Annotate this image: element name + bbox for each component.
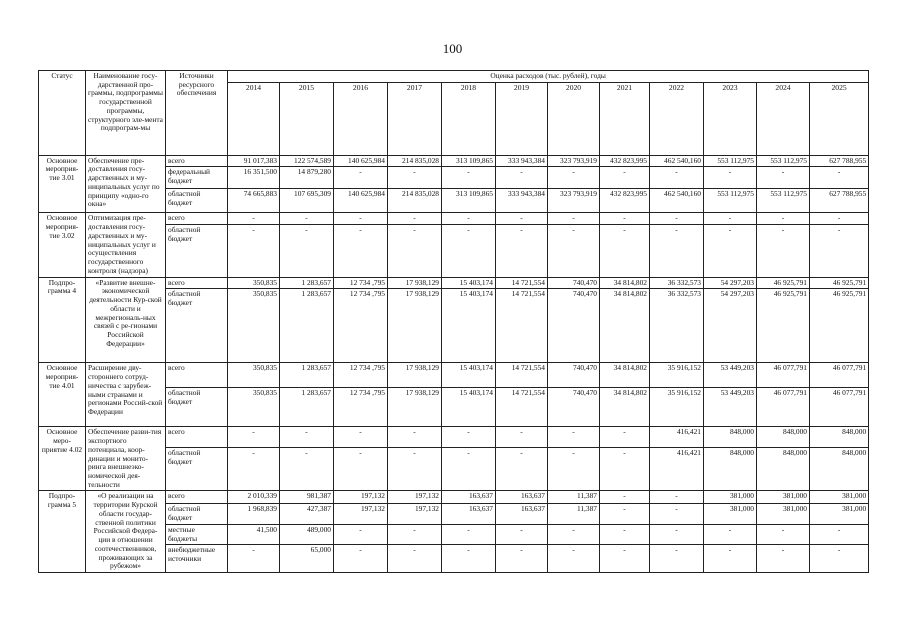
value-cell-2022: - <box>650 504 704 524</box>
value-cell-2019: - <box>496 545 548 573</box>
year-header-2025: 2025 <box>810 82 869 155</box>
value-cell-2023: 381,000 <box>704 491 757 504</box>
value-cell-2018: 313 109,865 <box>442 155 496 167</box>
value-cell-2019: 14 721,554 <box>496 363 548 388</box>
value-cell-2021: - <box>600 524 650 544</box>
table-row <box>39 491 869 504</box>
value-cell-2014: 91 017,383 <box>228 155 280 167</box>
value-cell-2016: 197,132 <box>334 504 388 524</box>
value-cell-2021: 432 823,995 <box>600 189 650 213</box>
value-cell-2023: 54 297,203 <box>704 277 757 289</box>
value-cell-2019: - <box>496 225 548 277</box>
value-cell-2023: 53 449,203 <box>704 388 757 427</box>
value-cell-2025: 46 925,791 <box>810 289 869 363</box>
value-cell-2015: 1 283,657 <box>280 289 334 363</box>
header-sources: Источники ресурсного обеспечения <box>166 71 228 156</box>
value-cell-2021: - <box>600 427 650 448</box>
value-cell-2024: 46 925,791 <box>757 277 810 289</box>
value-cell-2019: 333 943,384 <box>496 155 548 167</box>
value-cell-2022: 36 332,573 <box>650 277 704 289</box>
value-cell-2017: 197,132 <box>388 504 442 524</box>
page-number: 100 <box>442 41 463 56</box>
value-cell-2015: 107 695,309 <box>280 189 334 213</box>
value-cell-2020: 740,470 <box>548 277 600 289</box>
value-cell-2018: - <box>442 545 496 573</box>
value-cell-2024: 46 077,791 <box>757 388 810 427</box>
value-cell-2022: 35 916,152 <box>650 363 704 388</box>
year-header-2015: 2015 <box>280 82 334 155</box>
source-cell: областной бюджет <box>166 388 228 427</box>
header-status: Статус <box>39 71 86 156</box>
value-cell-2015: - <box>280 447 334 491</box>
value-cell-2016: - <box>334 213 388 225</box>
year-header-2014: 2014 <box>228 82 280 155</box>
value-cell-2020: - <box>548 225 600 277</box>
value-cell-2023: - <box>704 167 757 189</box>
source-cell: внебюджетные источники <box>166 545 228 573</box>
source-cell: областной бюджет <box>166 447 228 491</box>
program-name-cell: «О реализации на территории Курской области государ-ственной политики Российской Федера-ции в отношении соотечественников, проживающих за рубежом» <box>86 491 166 573</box>
value-cell-2023: 553 112,975 <box>704 189 757 213</box>
value-cell-2020: - <box>548 167 600 189</box>
value-cell-2022: - <box>650 225 704 277</box>
value-cell-2024: 848,000 <box>757 447 810 491</box>
value-cell-2018: 15 403,174 <box>442 363 496 388</box>
value-cell-2025: 381,000 <box>810 491 869 504</box>
value-cell-2020: 11,387 <box>548 491 600 504</box>
value-cell-2017: 214 835,028 <box>388 189 442 213</box>
value-cell-2019: 14 721,554 <box>496 388 548 427</box>
status-cell: Подпро-грамма 5 <box>39 491 86 573</box>
value-cell-2016: 12 734 ,795 <box>334 277 388 289</box>
source-cell: всего <box>166 363 228 388</box>
value-cell-2016: - <box>334 167 388 189</box>
value-cell-2025: 848,000 <box>810 447 869 491</box>
value-cell-2017: 17 938,129 <box>388 289 442 363</box>
value-cell-2025: 627 788,955 <box>810 155 869 167</box>
expense-table <box>38 70 869 573</box>
source-cell: областной бюджет <box>166 225 228 277</box>
value-cell-2022: 35 916,152 <box>650 388 704 427</box>
value-cell-2020: - <box>548 213 600 225</box>
value-cell-2016: - <box>334 225 388 277</box>
program-name-cell: Расширение дву-стороннего сотруд-ничества с зарубеж-ными странами и регионами Россий-ской Федерации <box>86 363 166 427</box>
value-cell-2020: 323 793,919 <box>548 189 600 213</box>
value-cell-2015: - <box>280 225 334 277</box>
source-cell: областной бюджет <box>166 289 228 363</box>
value-cell-2018: - <box>442 213 496 225</box>
year-header-2021: 2021 <box>600 82 650 155</box>
value-cell-2019: 14 721,554 <box>496 277 548 289</box>
value-cell-2014: 16 351,500 <box>228 167 280 189</box>
value-cell-2024: - <box>757 524 810 544</box>
value-cell-2014: 41,500 <box>228 524 280 544</box>
value-cell-2024: 381,000 <box>757 491 810 504</box>
value-cell-2018: 15 403,174 <box>442 289 496 363</box>
value-cell-2020: - <box>548 545 600 573</box>
value-cell-2019: - <box>496 427 548 448</box>
status-cell: Основное мероприя-тие 3.02 <box>39 213 86 277</box>
value-cell-2025: 848,000 <box>810 427 869 448</box>
value-cell-2018: - <box>442 524 496 544</box>
value-cell-2015: 65,000 <box>280 545 334 573</box>
value-cell-2025: 46 925,791 <box>810 277 869 289</box>
value-cell-2022: - <box>650 213 704 225</box>
year-header-2022: 2022 <box>650 82 704 155</box>
value-cell-2014: 350,835 <box>228 277 280 289</box>
value-cell-2017: - <box>388 545 442 573</box>
value-cell-2021: - <box>600 225 650 277</box>
value-cell-2022: - <box>650 545 704 573</box>
value-cell-2019: 14 721,554 <box>496 289 548 363</box>
year-header-2024: 2024 <box>757 82 810 155</box>
value-cell-2017: - <box>388 225 442 277</box>
table-row <box>39 277 869 289</box>
status-cell: Подпро-грамма 4 <box>39 277 86 363</box>
program-name-cell: Оптимизация пре-доставления госу-дарственных и му-ниципальных услуг и осуществления государственного контроля (надзора) <box>86 213 166 277</box>
value-cell-2020: - <box>548 447 600 491</box>
status-cell: Основное мероприя-тие 3.01 <box>39 155 86 213</box>
value-cell-2018: - <box>442 447 496 491</box>
year-header-2017: 2017 <box>388 82 442 155</box>
value-cell-2022: 416,421 <box>650 427 704 448</box>
value-cell-2020: 323 793,919 <box>548 155 600 167</box>
value-cell-2014: 1 968,839 <box>228 504 280 524</box>
value-cell-2016: 140 625,984 <box>334 155 388 167</box>
value-cell-2014: 74 665,883 <box>228 189 280 213</box>
value-cell-2024: 46 925,791 <box>757 289 810 363</box>
program-name-cell: Обеспечение разви-тия экспортного потенциала, коор-динации и монито-ринга внешнеэко-номической дея-тельности <box>86 427 166 491</box>
value-cell-2018: 163,637 <box>442 491 496 504</box>
source-cell: всего <box>166 491 228 504</box>
value-cell-2021: 432 823,995 <box>600 155 650 167</box>
value-cell-2025: 46 077,791 <box>810 363 869 388</box>
value-cell-2018: - <box>442 427 496 448</box>
value-cell-2023: - <box>704 545 757 573</box>
table-row <box>39 363 869 388</box>
value-cell-2021: 34 814,802 <box>600 363 650 388</box>
value-cell-2019: - <box>496 524 548 544</box>
year-header-2020: 2020 <box>548 82 600 155</box>
value-cell-2016: - <box>334 427 388 448</box>
program-name-cell: «Развитие внешне-экономической деятельности Кур-ской области и межрегиональ-ных связей с ре-гионами Российской Федерации» <box>86 277 166 363</box>
table-row <box>39 155 869 167</box>
value-cell-2019: 163,637 <box>496 491 548 504</box>
value-cell-2014: 350,835 <box>228 388 280 427</box>
value-cell-2016: 197,132 <box>334 491 388 504</box>
value-cell-2023: - <box>704 225 757 277</box>
value-cell-2016: 140 625,984 <box>334 189 388 213</box>
year-header-2023: 2023 <box>704 82 757 155</box>
value-cell-2025: 46 077,791 <box>810 388 869 427</box>
value-cell-2014: - <box>228 447 280 491</box>
value-cell-2019: - <box>496 167 548 189</box>
program-name-cell: Обеспечение пре-доставления госу-дарственных и му-ниципальных услуг по принципу «одно-го окна» <box>86 155 166 213</box>
value-cell-2018: 15 403,174 <box>442 277 496 289</box>
value-cell-2025: 627 788,955 <box>810 189 869 213</box>
value-cell-2017: - <box>388 213 442 225</box>
value-cell-2023: 553 112,975 <box>704 155 757 167</box>
value-cell-2018: 15 403,174 <box>442 388 496 427</box>
value-cell-2018: 313 109,865 <box>442 189 496 213</box>
value-cell-2022: 416,421 <box>650 447 704 491</box>
table-row <box>39 427 869 448</box>
value-cell-2021: 34 814,802 <box>600 277 650 289</box>
value-cell-2021: - <box>600 447 650 491</box>
value-cell-2015: 489,000 <box>280 524 334 544</box>
value-cell-2015: 1 283,657 <box>280 277 334 289</box>
value-cell-2016: - <box>334 545 388 573</box>
value-cell-2023: 53 449,203 <box>704 363 757 388</box>
value-cell-2020: 11,387 <box>548 504 600 524</box>
value-cell-2017: - <box>388 447 442 491</box>
year-header-2018: 2018 <box>442 82 496 155</box>
value-cell-2015: 1 283,657 <box>280 388 334 427</box>
status-cell: Основное меро-приятие 4.02 <box>39 427 86 491</box>
value-cell-2022: 36 332,573 <box>650 289 704 363</box>
value-cell-2025: - <box>810 213 869 225</box>
value-cell-2015: 122 574,589 <box>280 155 334 167</box>
value-cell-2014: - <box>228 427 280 448</box>
value-cell-2017: - <box>388 524 442 544</box>
value-cell-2021: - <box>600 491 650 504</box>
value-cell-2024: - <box>757 167 810 189</box>
value-cell-2025: - <box>810 545 869 573</box>
value-cell-2017: - <box>388 167 442 189</box>
value-cell-2021: 34 814,802 <box>600 388 650 427</box>
value-cell-2021: 34 814,802 <box>600 289 650 363</box>
value-cell-2023: - <box>704 213 757 225</box>
value-cell-2023: 848,000 <box>704 447 757 491</box>
value-cell-2021: - <box>600 167 650 189</box>
year-header-2019: 2019 <box>496 82 548 155</box>
value-cell-2019: 163,637 <box>496 504 548 524</box>
value-cell-2014: 350,835 <box>228 363 280 388</box>
value-cell-2017: 197,132 <box>388 491 442 504</box>
value-cell-2015: - <box>280 213 334 225</box>
value-cell-2015: - <box>280 427 334 448</box>
value-cell-2016: 12 734 ,795 <box>334 289 388 363</box>
value-cell-2015: 427,387 <box>280 504 334 524</box>
value-cell-2021: - <box>600 545 650 573</box>
value-cell-2020: 740,470 <box>548 289 600 363</box>
value-cell-2020: 740,470 <box>548 388 600 427</box>
value-cell-2024: - <box>757 225 810 277</box>
value-cell-2018: 163,637 <box>442 504 496 524</box>
value-cell-2024: 381,000 <box>757 504 810 524</box>
value-cell-2020: 740,470 <box>548 363 600 388</box>
value-cell-2019: - <box>496 213 548 225</box>
value-cell-2022: - <box>650 167 704 189</box>
value-cell-2014: - <box>228 213 280 225</box>
value-cell-2016: 12 734 ,795 <box>334 388 388 427</box>
value-cell-2024: - <box>757 545 810 573</box>
value-cell-2023: 848,000 <box>704 427 757 448</box>
source-cell: всего <box>166 213 228 225</box>
value-cell-2022: - <box>650 524 704 544</box>
year-header-2016: 2016 <box>334 82 388 155</box>
value-cell-2016: 12 734 ,795 <box>334 363 388 388</box>
value-cell-2015: 1 283,657 <box>280 363 334 388</box>
value-cell-2014: - <box>228 225 280 277</box>
source-cell: областной бюджет <box>166 189 228 213</box>
table-row <box>39 213 869 225</box>
value-cell-2025: 381,000 <box>810 504 869 524</box>
value-cell-2023: 54 297,203 <box>704 289 757 363</box>
value-cell-2020: - <box>548 524 600 544</box>
value-cell-2015: 981,387 <box>280 491 334 504</box>
value-cell-2014: - <box>228 545 280 573</box>
value-cell-2025: - <box>810 524 869 544</box>
value-cell-2023: - <box>704 524 757 544</box>
status-cell: Основное мероприя-тие 4.01 <box>39 363 86 427</box>
value-cell-2022: 462 540,160 <box>650 155 704 167</box>
header-estimate: Оценка расходов (тыс. рублей), годы <box>228 71 869 83</box>
value-cell-2023: 381,000 <box>704 504 757 524</box>
value-cell-2014: 2 010,339 <box>228 491 280 504</box>
value-cell-2024: 553 112,975 <box>757 155 810 167</box>
value-cell-2016: - <box>334 447 388 491</box>
value-cell-2024: - <box>757 213 810 225</box>
value-cell-2019: 333 943,384 <box>496 189 548 213</box>
value-cell-2016: - <box>334 524 388 544</box>
value-cell-2017: 17 938,129 <box>388 388 442 427</box>
value-cell-2014: 350,835 <box>228 289 280 363</box>
value-cell-2024: 46 077,791 <box>757 363 810 388</box>
source-cell: местные бюджеты <box>166 524 228 544</box>
value-cell-2022: - <box>650 491 704 504</box>
value-cell-2018: - <box>442 167 496 189</box>
value-cell-2020: - <box>548 427 600 448</box>
source-cell: всего <box>166 277 228 289</box>
header-name: Наименование госу-дарственной про-граммы, подпрограммы государственной программы, структурного эле-мента подпрограм-мы <box>86 71 166 156</box>
value-cell-2024: 553 112,975 <box>757 189 810 213</box>
value-cell-2017: 214 835,028 <box>388 155 442 167</box>
value-cell-2015: 14 879,280 <box>280 167 334 189</box>
value-cell-2025: - <box>810 167 869 189</box>
value-cell-2025: - <box>810 225 869 277</box>
source-cell: всего <box>166 155 228 167</box>
source-cell: областной бюджет <box>166 504 228 524</box>
value-cell-2022: 462 540,160 <box>650 189 704 213</box>
value-cell-2017: - <box>388 427 442 448</box>
value-cell-2017: 17 938,129 <box>388 363 442 388</box>
source-cell: всего <box>166 427 228 448</box>
value-cell-2017: 17 938,129 <box>388 277 442 289</box>
value-cell-2021: - <box>600 504 650 524</box>
value-cell-2021: - <box>600 213 650 225</box>
value-cell-2024: 848,000 <box>757 427 810 448</box>
source-cell: федеральный бюджет <box>166 167 228 189</box>
value-cell-2019: - <box>496 447 548 491</box>
value-cell-2018: - <box>442 225 496 277</box>
